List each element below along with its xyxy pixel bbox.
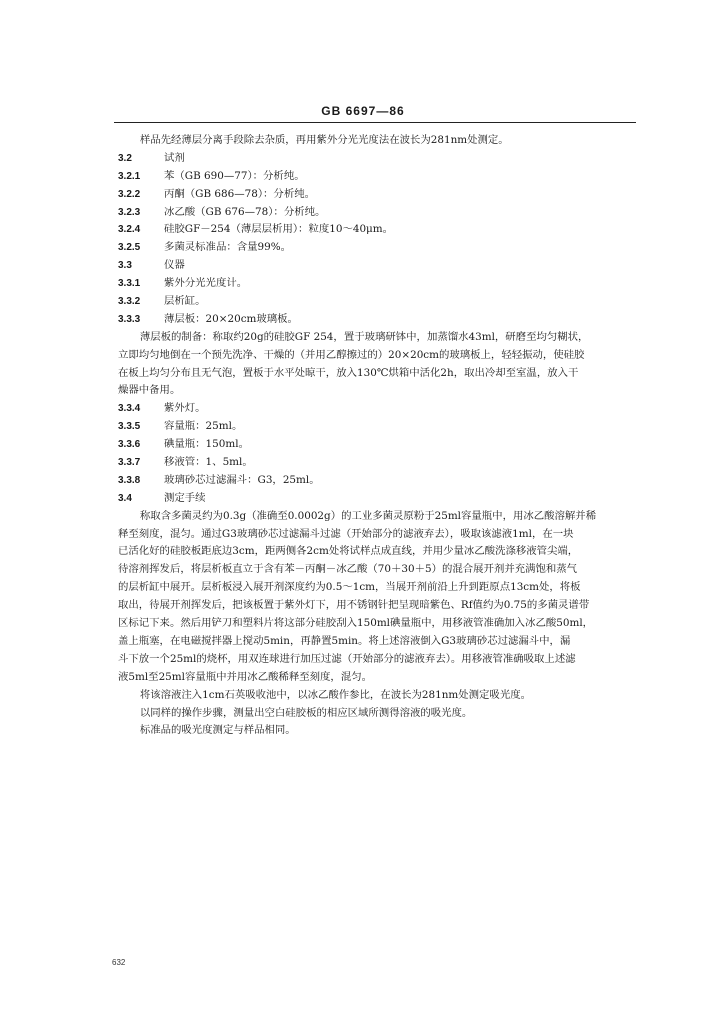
clause-number: 3.3.1 [118, 278, 141, 290]
paragraph-line: 燥器中备用。 [118, 384, 181, 397]
list-item [118, 204, 666, 222]
list-item [118, 454, 666, 472]
section-title: 测定手续 [164, 491, 206, 504]
paragraph-line: 立即均匀地倒在一个预先洗净、干燥的（并用乙醇擦过的）20×20cm的玻璃板上，轻轻振动，使硅胶 [118, 348, 585, 361]
list-item [118, 311, 666, 329]
reagent-list [118, 168, 666, 257]
procedure-paragraph [118, 508, 666, 687]
paragraph-line: 盖上瓶塞，在电磁搅拌器上搅动5min，再静置5min。将上述溶液倒入G3玻璃砂芯过滤漏斗中，漏 [118, 634, 571, 647]
section-number: 3.3 [118, 260, 132, 272]
clause-number: 3.3.3 [118, 313, 141, 325]
list-item [118, 472, 666, 490]
clause-number: 3.3.8 [118, 474, 141, 486]
list-item [118, 418, 666, 436]
paragraph-line: 待溶剂挥发后，将层析板直立于含有苯－丙酮－冰乙酸（70＋30＋5）的混合展开剂并充满饱和蒸气 [118, 563, 578, 576]
clause-text: 丙酮（GB 686—78）：分析纯。 [164, 187, 315, 200]
clause-text: 紫外灯。 [164, 402, 206, 415]
clause-text: 冰乙酸（GB 676—78）：分析纯。 [164, 205, 326, 218]
header-rule [114, 122, 636, 123]
paragraph-line: 薄层板的制备：称取约20g的硅胶GF 254，置于玻璃研钵中，加蒸馏水43ml，研磨至均匀糊状， [139, 330, 589, 343]
section-3-4 [118, 490, 666, 508]
paragraph-line: 取出，待展开剂挥发后，把该板置于紫外灯下，用不锈钢针把呈现暗紫色、Rf值约为0.75的多菌灵谱带 [118, 599, 590, 612]
clause-number: 3.3.6 [118, 439, 141, 451]
paragraph-line: 在板上均匀分布且无气泡，置板于水平处晾干，放入130℃烘箱中活化2h，取出冷却至室温，放入干 [118, 366, 579, 379]
section-3-2 [118, 150, 666, 168]
blank-paragraph: 以同样的操作步骤，测量出空白硅胶板的相应区域所测得溶液的吸光度。 [139, 706, 473, 719]
clause-number: 3.3.7 [118, 457, 141, 469]
clause-text: 移液管：1、5ml。 [164, 456, 253, 469]
absorbance-paragraph: 将该溶液注入1cm石英吸收池中，以冰乙酸作参比，在波长为281nm处测定吸光度。 [139, 688, 531, 701]
list-item [118, 436, 666, 454]
clause-number: 3.3.4 [118, 403, 141, 415]
paragraph-line: 斗下放一个25ml的烧杯，用双连球进行加压过滤（开始部分的滤液弃去）。用移液管准确吸取上述滤 [118, 652, 576, 665]
section-number: 3.2 [118, 152, 132, 164]
intro-paragraph: 样品先经薄层分离手段除去杂质，再用紫外分光光度法在波长为281nm处测定。 [139, 134, 509, 146]
clause-text: 紫外分光光度计。 [164, 277, 248, 290]
instrument-list-a [118, 275, 666, 329]
clause-text: 薄层板：20×20cm玻璃板。 [164, 312, 298, 325]
paragraph-line: 已活化好的硅胶板距底边3cm，距两侧各2cm处将试样点成直线，并用少量冰乙酸洗涤移液管尖端， [118, 545, 579, 558]
instrument-list-b [118, 400, 666, 489]
clause-text: 硅胶GF－254（薄层层析用）：粒度10～40μm。 [164, 223, 394, 236]
paragraph-line: 释至刻度，混匀。通过G3玻璃砂芯过滤漏斗过滤（开始部分的滤液弃去），吸取该滤液1ml，在一块 [118, 527, 574, 540]
list-item [118, 293, 666, 311]
clause-text: 层析缸。 [164, 295, 206, 308]
list-item [118, 400, 666, 418]
clause-text: 碘量瓶：150ml。 [164, 438, 249, 451]
list-item [118, 239, 666, 257]
list-item [118, 168, 666, 186]
standard-header: GB 6697—86 [321, 104, 405, 118]
list-item [118, 186, 666, 204]
paragraph-line: 的层析缸中展开。层析板浸入展开剂深度约为0.5～1cm，当展开剂前沿上升到距原点13cm处，将板 [118, 581, 581, 594]
standard-paragraph: 标准品的吸光度测定与样品相同。 [139, 724, 296, 737]
page-number: 632 [112, 958, 126, 967]
section-3-3 [118, 257, 666, 275]
clause-number: 3.2.2 [118, 188, 141, 200]
clause-number: 3.2.4 [118, 224, 141, 236]
clause-number: 3.3.5 [118, 421, 141, 433]
document-body [118, 132, 666, 740]
clause-text: 多菌灵标准品：含量99%。 [164, 241, 291, 254]
clause-number: 3.3.2 [118, 296, 141, 308]
clause-number: 3.2.3 [118, 206, 141, 218]
plate-preparation-paragraph [118, 329, 666, 401]
paragraph-line: 区标记下来。然后用铲刀和塑料片将这部分硅胶刮入150ml碘量瓶中，用移液管准确加入冰乙酸50ml， [118, 617, 594, 630]
clause-text: 容量瓶：25ml。 [164, 420, 243, 433]
list-item [118, 275, 666, 293]
clause-number: 3.2.5 [118, 242, 141, 254]
clause-text: 苯（GB 690—77）：分析纯。 [164, 169, 305, 182]
paragraph-line: 称取含多菌灵约为0.3g（准确至0.0002g）的工业多菌灵原粉于25ml容量瓶中，用冰乙酸溶解并稀 [139, 509, 597, 522]
clause-number: 3.2.1 [118, 170, 141, 182]
section-number: 3.4 [118, 492, 132, 504]
section-title: 仪器 [164, 259, 185, 272]
paragraph-line: 液5ml至25ml容量瓶中并用冰乙酸稀释至刻度，混匀。 [118, 670, 372, 683]
clause-text: 玻璃砂芯过滤漏斗：G3，25ml。 [164, 473, 320, 486]
list-item [118, 221, 666, 239]
section-title: 试剂 [164, 151, 185, 164]
